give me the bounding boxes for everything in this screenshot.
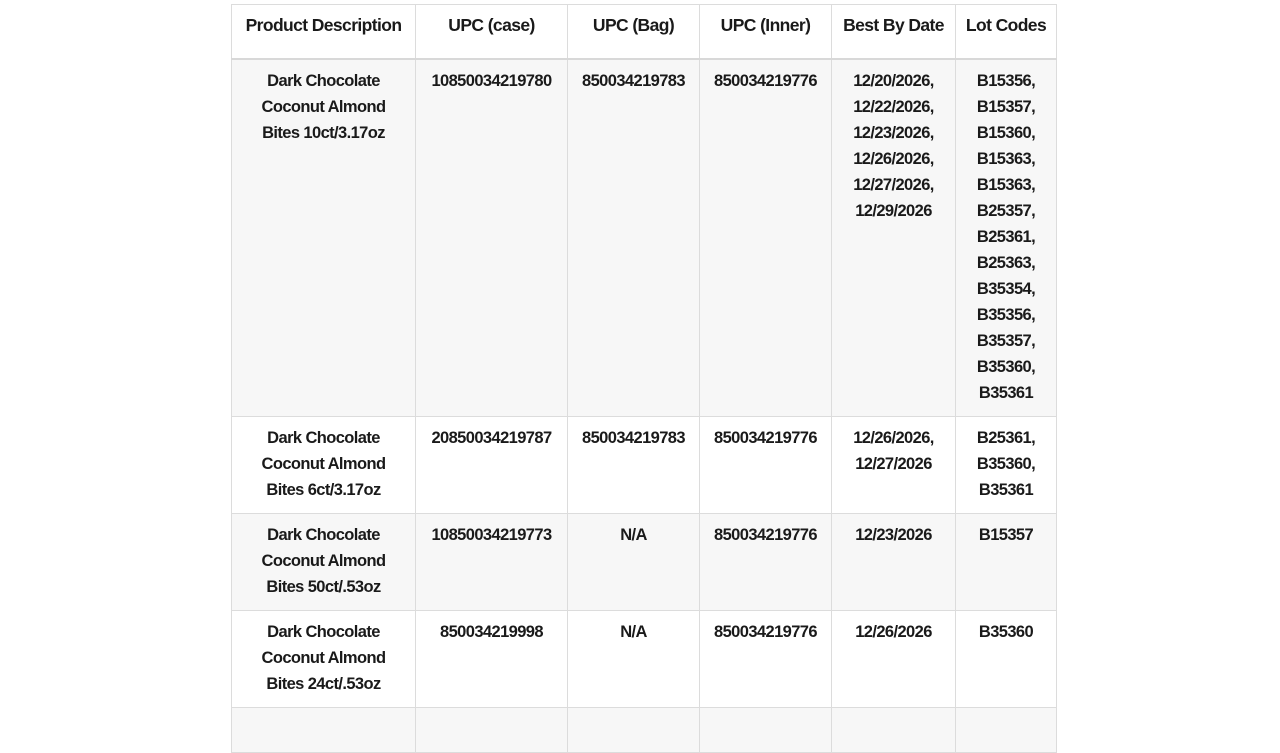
best-by-date-line: 12/29/2026 bbox=[855, 202, 932, 220]
lot-code: B35357, bbox=[976, 332, 1036, 350]
description-line: Bites 24ct/.53oz bbox=[266, 675, 381, 693]
lot-code: B15357 bbox=[978, 526, 1034, 544]
cell-upc-inner: 850034219776 bbox=[700, 417, 832, 514]
lot-code: B35354, bbox=[976, 280, 1036, 298]
cell-upc-inner: 850034219776 bbox=[700, 514, 832, 611]
cell-lot-codes bbox=[956, 59, 1057, 417]
lot-code: B15357, bbox=[976, 98, 1036, 116]
description-line: Coconut Almond bbox=[261, 455, 386, 473]
description-line: Coconut Almond bbox=[261, 552, 386, 570]
description-line: Bites 50ct/.53oz bbox=[266, 578, 381, 596]
best-by-date-line: 12/20/2026, bbox=[853, 72, 934, 90]
table-row bbox=[232, 514, 1057, 611]
header-product-description: Product Description bbox=[232, 5, 416, 60]
cell-upc-inner: 850034219776 bbox=[700, 611, 832, 708]
cell-empty bbox=[832, 708, 956, 753]
cell-upc-bag: N/A bbox=[568, 514, 700, 611]
lot-code: B25363, bbox=[976, 254, 1036, 272]
lot-code: B35360, bbox=[976, 455, 1036, 473]
cell-upc-bag: 850034219783 bbox=[568, 417, 700, 514]
table-row bbox=[232, 417, 1057, 514]
description-line: Coconut Almond bbox=[261, 649, 386, 667]
cell-empty bbox=[232, 708, 416, 753]
description-line: Dark Chocolate bbox=[267, 429, 380, 447]
best-by-date-line: 12/27/2026 bbox=[855, 455, 932, 473]
cell-empty bbox=[568, 708, 700, 753]
table-row bbox=[232, 59, 1057, 417]
best-by-date-line: 12/23/2026 bbox=[855, 526, 932, 544]
cell-best-by-date bbox=[832, 611, 956, 708]
description-line: Dark Chocolate bbox=[267, 72, 380, 90]
cell-empty bbox=[956, 708, 1057, 753]
description-line: Coconut Almond bbox=[261, 98, 386, 116]
header-upc-case: UPC (case) bbox=[416, 5, 568, 60]
cell-product-description bbox=[232, 417, 416, 514]
header-lot-codes: Lot Codes bbox=[956, 5, 1057, 60]
description-line: Dark Chocolate bbox=[267, 526, 380, 544]
lot-code: B25361, bbox=[976, 228, 1036, 246]
cell-best-by-date bbox=[832, 514, 956, 611]
description-line: Dark Chocolate bbox=[267, 623, 380, 641]
cell-empty bbox=[700, 708, 832, 753]
description-line: Bites 10ct/3.17oz bbox=[262, 124, 385, 142]
lot-code: B35361 bbox=[978, 481, 1034, 499]
cell-lot-codes bbox=[956, 611, 1057, 708]
lot-code: B35356, bbox=[976, 306, 1036, 324]
description-line: Bites 6ct/3.17oz bbox=[266, 481, 381, 499]
best-by-date-line: 12/27/2026, bbox=[853, 176, 934, 194]
cell-best-by-date bbox=[832, 59, 956, 417]
cell-upc-inner: 850034219776 bbox=[700, 59, 832, 417]
product-recall-table bbox=[231, 4, 1057, 753]
cell-lot-codes bbox=[956, 417, 1057, 514]
recall-table-container bbox=[231, 4, 1056, 753]
best-by-date-line: 12/22/2026, bbox=[853, 98, 934, 116]
lot-code: B15363, bbox=[976, 150, 1036, 168]
best-by-date-line: 12/26/2026, bbox=[853, 150, 934, 168]
lot-code: B25361, bbox=[976, 429, 1036, 447]
lot-code: B25357, bbox=[976, 202, 1036, 220]
cell-upc-case: 850034219998 bbox=[416, 611, 568, 708]
lot-code: B35360 bbox=[978, 623, 1034, 641]
table-row-partial bbox=[232, 708, 1057, 753]
best-by-date-line: 12/26/2026, bbox=[853, 429, 934, 447]
lot-code: B15360, bbox=[976, 124, 1036, 142]
cell-upc-bag: N/A bbox=[568, 611, 700, 708]
cell-upc-case: 20850034219787 bbox=[416, 417, 568, 514]
table-row bbox=[232, 611, 1057, 708]
best-by-date-line: 12/26/2026 bbox=[855, 623, 932, 641]
cell-upc-bag: 850034219783 bbox=[568, 59, 700, 417]
header-upc-inner: UPC (Inner) bbox=[700, 5, 832, 60]
cell-product-description bbox=[232, 59, 416, 417]
cell-best-by-date bbox=[832, 417, 956, 514]
cell-product-description bbox=[232, 611, 416, 708]
cell-product-description bbox=[232, 514, 416, 611]
cell-upc-case: 10850034219773 bbox=[416, 514, 568, 611]
lot-code: B35360, bbox=[976, 358, 1036, 376]
header-best-by-date: Best By Date bbox=[832, 5, 956, 60]
lot-code: B15363, bbox=[976, 176, 1036, 194]
cell-empty bbox=[416, 708, 568, 753]
header-upc-bag: UPC (Bag) bbox=[568, 5, 700, 60]
lot-code: B35361 bbox=[978, 384, 1034, 402]
table-header-row bbox=[232, 5, 1057, 60]
lot-code: B15356, bbox=[976, 72, 1036, 90]
cell-upc-case: 10850034219780 bbox=[416, 59, 568, 417]
cell-lot-codes bbox=[956, 514, 1057, 611]
best-by-date-line: 12/23/2026, bbox=[853, 124, 934, 142]
